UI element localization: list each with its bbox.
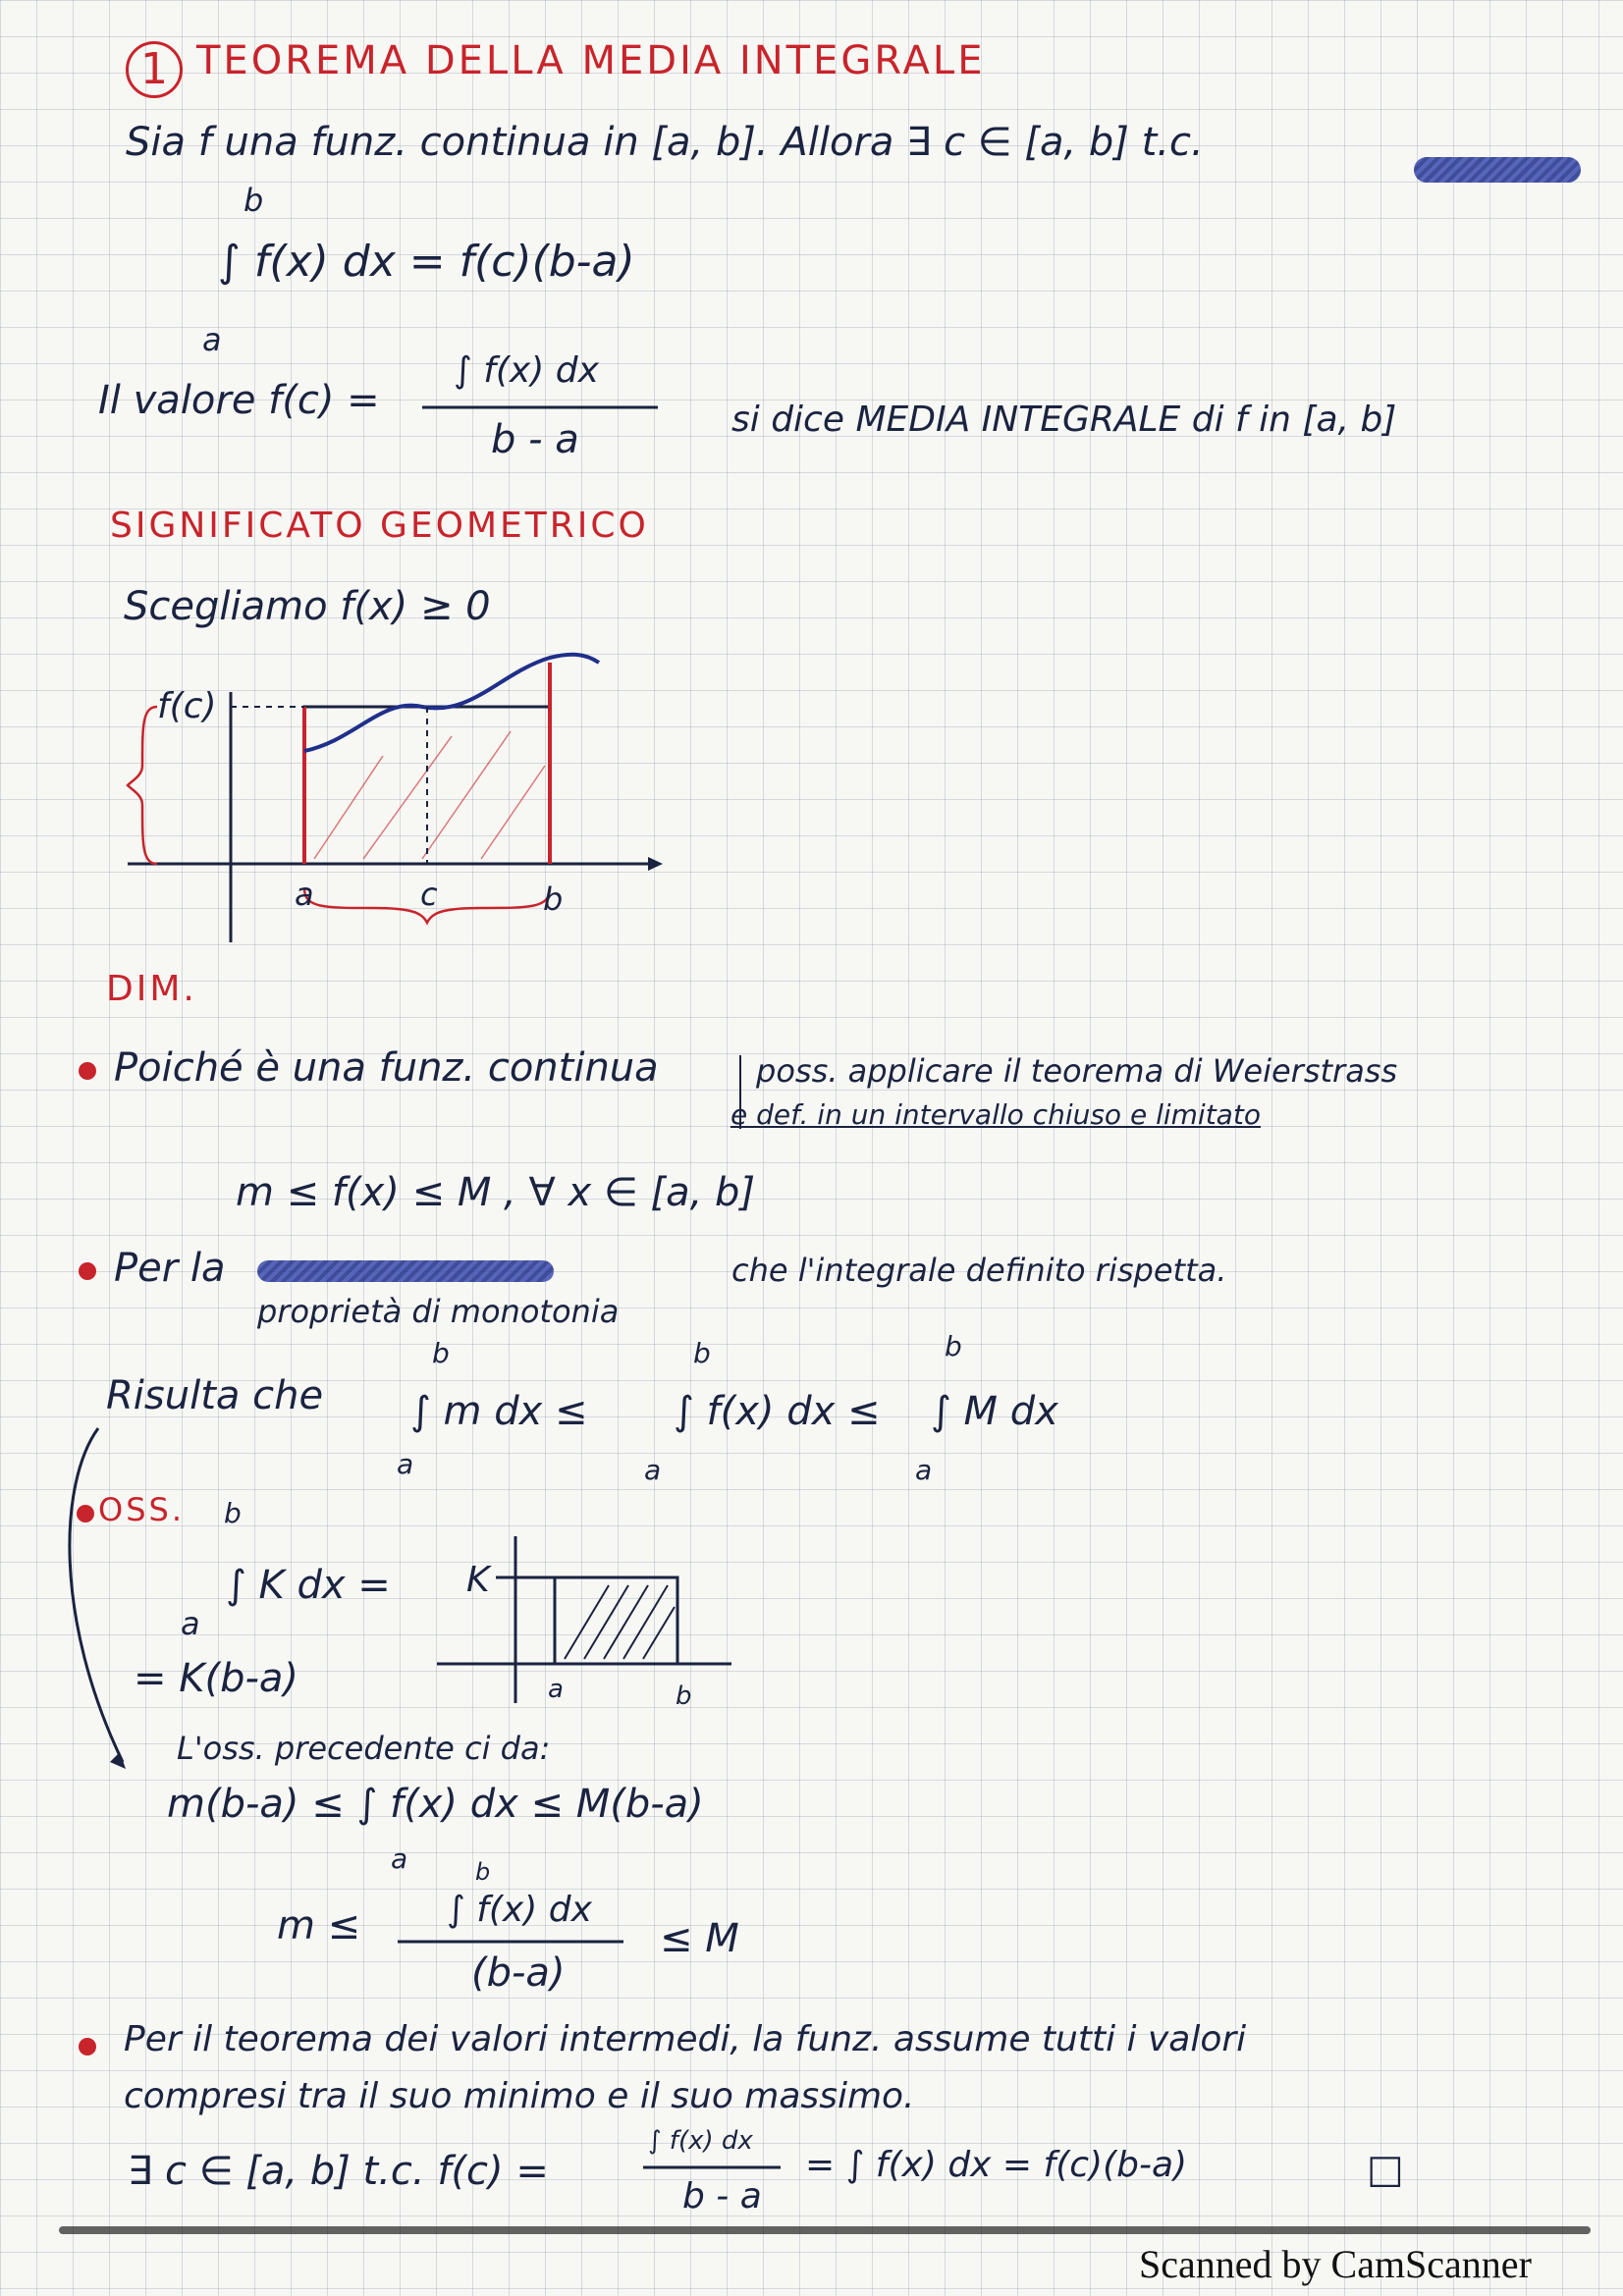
mean-value-suffix: si dice MEDIA INTEGRALE di f in [a, b]	[731, 400, 1397, 440]
ineq4-left: m ≤	[277, 1903, 361, 1949]
bullet-oss	[77, 1505, 94, 1522]
label-fc: f(c)	[157, 686, 217, 726]
statement-formula: ∫ f(x) dx = f(c)(b-a)	[218, 237, 635, 287]
ineq2-upper-3: b	[945, 1330, 962, 1362]
scribble-mark	[1414, 157, 1581, 183]
conclusion-fraction-bar	[643, 2164, 781, 2170]
oss-label-a: a	[548, 1675, 564, 1704]
mean-value-denominator: b - a	[491, 417, 579, 462]
bullet1-note1: poss. applicare il teorema di Weierstrass	[756, 1052, 1398, 1090]
ineq4-den: (b-a)	[471, 1950, 566, 1996]
oss-upper: b	[224, 1497, 242, 1529]
oss-label: OSS.	[98, 1491, 185, 1528]
bullet-1	[79, 1062, 96, 1080]
ineq2-upper-1: b	[432, 1337, 450, 1369]
mean-value-numerator: ∫ f(x) dx	[454, 350, 599, 391]
geometric-choice: Scegliamo f(x) ≥ 0	[124, 584, 491, 629]
oss-followup: L'oss. precedente ci da:	[177, 1730, 551, 1767]
ineq2-lower-3: a	[915, 1454, 933, 1486]
ineq4-fraction-bar	[398, 1939, 623, 1945]
mean-value-prefix: Il valore f(c) =	[98, 378, 380, 423]
oss-result: = K(b-a)	[134, 1656, 299, 1701]
conclusion-den: b - a	[682, 2176, 762, 2216]
conclusion-right: = ∫ f(x) dx = f(c)(b-a)	[805, 2145, 1188, 2185]
page-bottom-edge	[59, 2226, 1591, 2234]
inequality-1: m ≤ f(x) ≤ M , ∀ x ∈ [a, b]	[236, 1170, 756, 1215]
bullet3-line1: Per il teorema dei valori intermedi, la funz. assume tutti i valori	[124, 2019, 1247, 2059]
geometric-title: SIGNIFICATO GEOMETRICO	[110, 506, 649, 546]
conclusion-left: ∃ c ∈ [a, b] t.c. f(c) =	[128, 2149, 549, 2194]
qed-symbol: □	[1367, 2147, 1404, 2192]
ineq4-num: ∫ f(x) dx	[447, 1890, 592, 1930]
ineq3-lower: a	[391, 1842, 408, 1875]
oss-lower: a	[181, 1605, 200, 1642]
bullet2-main: Per la	[114, 1246, 226, 1291]
heading-number: 1	[126, 41, 183, 98]
oss-formula: ∫ K dx =	[226, 1563, 391, 1608]
risulta-che: Risulta che	[106, 1373, 324, 1418]
ineq2-part2: ∫ f(x) dx ≤	[674, 1389, 881, 1434]
bullet2-right: che l'integrale definito rispetta.	[731, 1252, 1227, 1289]
bullet-2	[79, 1262, 96, 1280]
proof-title: DIM.	[106, 969, 197, 1009]
heading-title: TEOREMA DELLA MEDIA INTEGRALE	[196, 38, 986, 83]
ineq4-upper: b	[475, 1858, 491, 1886]
bullet2-note: proprietà di monotonia	[257, 1293, 620, 1330]
label-c: c	[420, 876, 438, 913]
ineq2-lower-2: a	[644, 1454, 662, 1486]
ineq-3: m(b-a) ≤ ∫ f(x) dx ≤ M(b-a)	[167, 1782, 704, 1827]
ineq2-part1: ∫ m dx ≤	[410, 1389, 588, 1434]
bullet-3	[79, 2038, 96, 2056]
bullet3-line2: compresi tra il suo minimo e il suo massimo.	[124, 2076, 915, 2116]
ineq4-right: ≤ M	[660, 1916, 739, 1961]
note-bracket	[738, 1055, 742, 1134]
ineq2-upper-2: b	[693, 1337, 711, 1369]
ineq2-part3: ∫ M dx	[931, 1389, 1058, 1434]
fraction-bar	[422, 404, 658, 410]
ineq2-lower-1: a	[397, 1448, 414, 1480]
oss-label-k: K	[466, 1560, 490, 1600]
conclusion-num: ∫ f(x) dx	[648, 2126, 753, 2156]
crossed-out-text	[257, 1260, 554, 1282]
bullet1-main: Poiché è una funz. continua	[114, 1045, 659, 1091]
statement-line: Sia f una funz. continua in [a, b]. Allora ∃ c ∈ [a, b] t.c.	[126, 120, 1204, 165]
integral-lower-bound: a	[202, 321, 222, 358]
label-b: b	[543, 881, 564, 918]
label-a: a	[295, 876, 314, 913]
oss-arrow	[49, 1423, 128, 1777]
oss-label-b: b	[676, 1682, 692, 1711]
integral-upper-bound: b	[243, 182, 264, 219]
scanner-watermark: Scanned by CamScanner	[1139, 2242, 1532, 2286]
bullet1-note2: e def. in un intervallo chiuso e limitato	[730, 1098, 1261, 1131]
